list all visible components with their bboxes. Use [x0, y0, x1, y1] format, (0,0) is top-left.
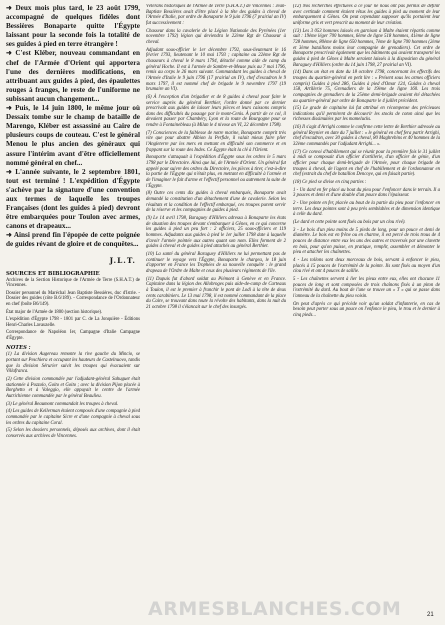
footnote: 4 - Les tollons sont deux morceaux de bois, servant à enfoncer le pieu, placés à 15 pouces de l'extrémité de la pointe. Ils sont fixés au moyen d'un clou rivé et ont 4 pouces de saillie.: [293, 257, 440, 275]
source-item: État major de l'Armée de 1800 (section historique).: [6, 309, 103, 315]
source-item: Correspondance de Napoléon Ier, Campagne d'Italie Campagne d'Égypte.: [6, 330, 140, 341]
footnote: 5 - Les chaînettes servent à lier les pieux entre eux, elles ont chacune 11 pouces de long et sont composées de trois chaînons fixés à un piton de l'extrémité du dard. Au bout de l'une se trouve un « T » qui se passe dans l'anneau de la chaînette du pieu voisin.: [293, 276, 440, 299]
middle-column: [146, 4, 286, 312]
footnote: (10) La santé du général Baraguey d'Hilliers ne lui permettant pas de continuer le voyage vers l'Égypte, Bonaparte le chargea, le 18 juin d'apporter en France les Trophées de sa nouvelle conquête : le grand drapeau de l'Ordre de Malte et ceux des plusieurs régiments de l'île.: [146, 251, 286, 274]
footnote: (15) Le grade de capitaine lui fut attribué en récompense des précieuses indications qu'il permirent de découvrir les stocks de coton ainsi que les richesses dissimulées par les mamelucks.: [293, 106, 440, 123]
footnote: (5) Selon les dossiers personnels, déposés aux archives, dont il était conservés aux archives de Vincennes.: [6, 428, 140, 439]
lead-paragraph: ➜ Ainsi prend fin l'épopée de cette poignée de guides révant de gloire et de conquêtes...: [6, 231, 140, 249]
notes-heading: NOTES :: [6, 345, 31, 352]
footnote: 1 - Un dard en fer placé au bout du pieu pour l'enfoncer dans le terrain. Il a 3 pouces et demi et d'une double d'un pouce dans l'épaisseur.: [293, 187, 440, 199]
footnote: (7) Consciences de la faiblesse de notre marine, Bonaparte comprit très vite que pour abattre Albion la Perfide, il valait mieux faire plier l'Angleterre par les mers en mettant en difficulté son commerce et en frappant sur la route des Indes. Ce Égypte était la clé à l'Orient.: [146, 130, 286, 153]
footnote: Adjudant sous-officier le 1er décembre 1792, sous-lieutenant le 16 février 1793, lieutenant le 10 mai 1793 ; capitaine au 22ème Rgt de chasseurs à cheval le 8 mars 1794, détaché comme aide de camp du général Hoche. Il est à l'armée de Sambre-et-Meuse puis au 7 mai 1796, remis au corps le 26 mars suivant. Commandant les guides à cheval de l'Armée d'Italie le 9 juin 1796 (17 prairial an IV), chef d'escadron le 9 mars 1797, il est nommé chef de brigade le 9 novembre 1797 (19 brumaire an VI).: [146, 47, 286, 93]
lead-paragraph: ➜ C'est Kléber, nouveau commandant en chef de l'Armée d'Orient qui apportera l'une des dernières modifications, en attribuant aux guides à pied, des épaulettes rouges à franges, le reste de l'uniforme ne subissant aucun changement...: [6, 49, 140, 103]
footnote: (12) Nos recherches effectuées à ce jour ne nous ont pas permis de définir avec certitude comment étaient vêtus les guides à pied au moment de leur embarquement à Gênes. On peut cependant supposer qu'ils portaient leur uniforme gris et vert prescrit au moment de leur création.: [293, 4, 440, 26]
author-signature: J.L.T.: [109, 255, 136, 265]
footnote: (Le dard et cette pointe sont fixés au bois par un clou rivé).: [293, 219, 406, 225]
footnote: (4) Les guides de Kellerman étaient composés d'une compagnie à pied commandée par le capitaine Sicre et d'une compagnie à cheval sous les ordres du capitaine Coral.: [6, 409, 140, 426]
footnote: (16) Il s'agit d'Arrighi comme le confirme cette lettre de Berthier adressée au général Reynier en date du 7 juillet : « le général en chef fera partir Arrighi, chef d'escadron, avec 30 guides à cheval, 80 Maghrebins et 40 hommes de la 32ème commandés par l'adjudant Arrighi... ».: [293, 125, 440, 148]
footnote: 3 - Le bois d'un pieu moins de 5 pieds de long, pour un pouce et demi de diamètre. Le bois est en frêne ou en charme, il est percé de trois trous de 4 pouces de distance entre eux les uns des autres et traversés par une clavette en bois, pour qu'on puisse, en pratique, remplir, assembler et démonter le pieu et attacher les chaînettes.: [293, 227, 440, 256]
footnote: On peut d'après ce qui précède voir qu'un soldat d'infanterie, en cas de besoin peut porter sous un pouce on l'enfonce le pieu, le trou et le dernier à cinq pieds...: [293, 301, 440, 318]
footnote: (13) Les 3 053 hommes laissés en garnison à Malte étaient répartis comme suit : 19ème léger 700 hommes, 6ème de ligne 518 hommes, 41ème de ligne 728 hommes, 80ème de ligne 650 hommes, 7ème de ligne 700 hommes (2ème et 3ème bataillons moins leur compagnie de grenadiers). Cet ordre de Bonaparte prescrivait également que les bâtiments qui avaient transporté les guides à pied de Gênes à Malte seraient laissés à la disposition du général Baraguey d'Hilliers (ordre du 14 juin 1798, 27 prairial an VI).: [293, 28, 440, 68]
footnote: (3) Le général Beaumont commandait les troupes à cheval.: [6, 401, 119, 407]
footnote: (2) Cette division commandée par l'adjudant-général Sahuguet était stationnée à Pozzolo, Goito et Goito ; avec la division Pijon placée à Borghetto et à Valeggio, elle appuyait le centre de l'armée Autrichienne commandée par le général Beaulieu.: [6, 377, 140, 400]
footnote: Vétérans historiques de l'Armée de Terre (S.H.A.T.) de Vincennes : Jean-Baptiste Bessières avait d'être placé à la tête des guides à cheval de l'Armée d'Italie, par ordre de Bonaparte le 9 juin 1796 (7 prairial an IV) fut successivement :: [146, 4, 286, 26]
sources-heading: SOURCES ET BIBLIOGRAPHIE: [6, 270, 100, 277]
left-column: [6, 4, 140, 442]
footnote: (1) La division Augereau remonte la rive gauche du Mincio, se portant sur Peschiera et occupant les hauteurs de Castelnuovo, tandis que la division Sérurier suivit les troupes qui évacuaient sur Villafranca.: [6, 352, 140, 375]
source-item: Archives de la Section Historique de l'Armée de Terre (S.H.A.T.) de Vincennes.: [6, 277, 140, 289]
source-item: Dossier personnel du Maréchal Jean Baptiste Bessières, duc d'Istrie. - Dossier des guides (côte B.6/189). - Correspondance de l'Ordonnateur en chef (boîte B6/149).: [6, 290, 140, 307]
site-watermark: ARMESBLANCHES.COM: [148, 598, 402, 620]
footnote: Chasseur dans la cavalerie de la Légion Nationale des Pyrénées (1er novembre 1792) légion qui deviendra le 22ème Rgt de Chasseur à cheval.: [146, 28, 286, 45]
page-number: 21: [427, 612, 434, 618]
footnote: 2 - Une pointe en fer, placée au bout de la partie du pieu pour l'enfoncer en terre. Les deux pointes sont à peu près semblables et de dimension identique à celle du dard.: [293, 201, 440, 218]
source-item: L'expédition d'Égypte 1798 - 1801 par C. de La Jonquière - Éditions Henri-Charles Lavauzelle.: [6, 317, 140, 328]
footnote: (9) Le 14 avril 1798, Baraguey d'Hilliers adressa à Bonaparte les états de situation des troupes devant s'embarquer à Gênes, en ce qui concerne les guides à pied un peu fort : 2 officiers, 25 sous-officiers et 119 hommes. Adjudants aux guides à pied le 1er juillet 1798 date à laquelle d'avoir l'armée pointée aux autres quant son nom. Elles forment de 2 guides à cheval et de guides à pied attachés au général Berthier.: [146, 215, 286, 250]
lead-paragraph: ➜ Deux mois plus tard, le 23 août 1799, accompagné de quelques fidèles dont Bessières Bonaparte quitte l'Égypte laissant pour la seconde fois la totalité de ses guides à pied en terre étrangère !: [6, 4, 140, 49]
footnote: (14) Dans un état en date du 18 octobre 1798, concernant les effectifs des troupes du quartier-général en petit lire : « Présent sous les armes officiers compris) Guides à pied 286, Guides à pied d'Omar 124, Guides à cheval 158, Artillerie 75, Grenadiers de la 19ème de ligne 160. Les trois compagnies de grenadiers de la 25ème demi-brigade avaient été détachées au quartier-général par ordre de Bonaparte le 4 juillet précédent.: [293, 70, 440, 104]
lead-text: [6, 4, 140, 250]
lead-paragraph: ➜ Puis, le 14 juin 1800, le même jour où Dessaix tombe sur le champ de bataille de Marengo, Kléber est assassiné au Caire de plusieurs coups de couteau. C'est le général Menou le plus ancien des généraux qui assure l'intérim avant d'être officiellement nommé général en chef...: [6, 104, 140, 167]
footnote: (11) Dupuis fut d'abord soldat au Piémont à Genève et en France. Capitaine dans la légion des Allobroges puis aide-de-camp de Carteaux à Toulon, il est le premier à franchir le pont de Lodi à la tête de deux cents carabiniers. Le 13 mai 1798, il est nommé commandant de la place du Caire, se trouvant dans toute la révolte des habitants, dans la nuit du 21 octobre 1798 il s'élancait sur le chef des insurgés.: [146, 276, 286, 310]
lead-paragraph: ➜ L'année suivante, le 2 septembre 1801, tout est terminé ! L'expédition d'Égypte s'achève par la signature d'une convention aux termes de laquelle les troupes Françaises (dont les guides à pied) devront être embarquées pour Toulon avec armes, canons et drapeaux...: [6, 167, 140, 231]
footnote: (8) Outre ces cents dix guides à cheval embarqués, Bonaparte avait demandé la constitution d'un détachement d'une de cavalerie. Selon les résultats et la condition de l'effectif embarqué, ces troupes purent servir de la réserve et les compagnies de guides à pied.: [146, 191, 286, 214]
footnote: Bonaparte s'attaquait à l'expédition d'Égypte sous les ordres le 5 mars 1798 par le Directoire. Ainsi que lui, de l'Armée d'Orient. Un général fut appelé pour suivre des ordres du Directoire, les pièces à tirer, c'est-à-dire la partie de l'Égypte qui n'était plus, en mettant en difficulté à l'armée et de l'imaginer le fait d'arme et l'effectif personnel ou autrement la suite de l'Égypte.: [146, 155, 286, 189]
footnote: (6) À l'exception d'un brigadier et de 8 guides à cheval pour faire le service auprès du général Berthier, l'ordre donné par ce dernier prescrivait aux guides de laisser leurs pièces et leurs caissons compris dans des difficultés du passage par le mont-Cenis. À partir de ce col, il devaient passer par Chambéry, Lyon et la route de Bourgogne pour se rendre à Fontainebleau (à Milan le 4 nivose an VI, 22 décembre 1798).: [146, 94, 286, 129]
right-column: [293, 4, 440, 320]
footnote: (17) Ce convoi d'habillement qui se réunit pour la première fois le 31 juillet à midi se composait d'un officier d'artillerie, d'un officier de génie, d'un officier pour chaque demi-brigade de l'Armée, pour chaque brigade de troupes à cheval, de l'agent en chef de l'habillement et de l'ordonnateur en chef (extrait du chef de bataillon Dencoye, qui en faisait partie).: [293, 149, 440, 178]
footnote: (18) Ce pied se divise en cinq parties :: [293, 180, 367, 186]
